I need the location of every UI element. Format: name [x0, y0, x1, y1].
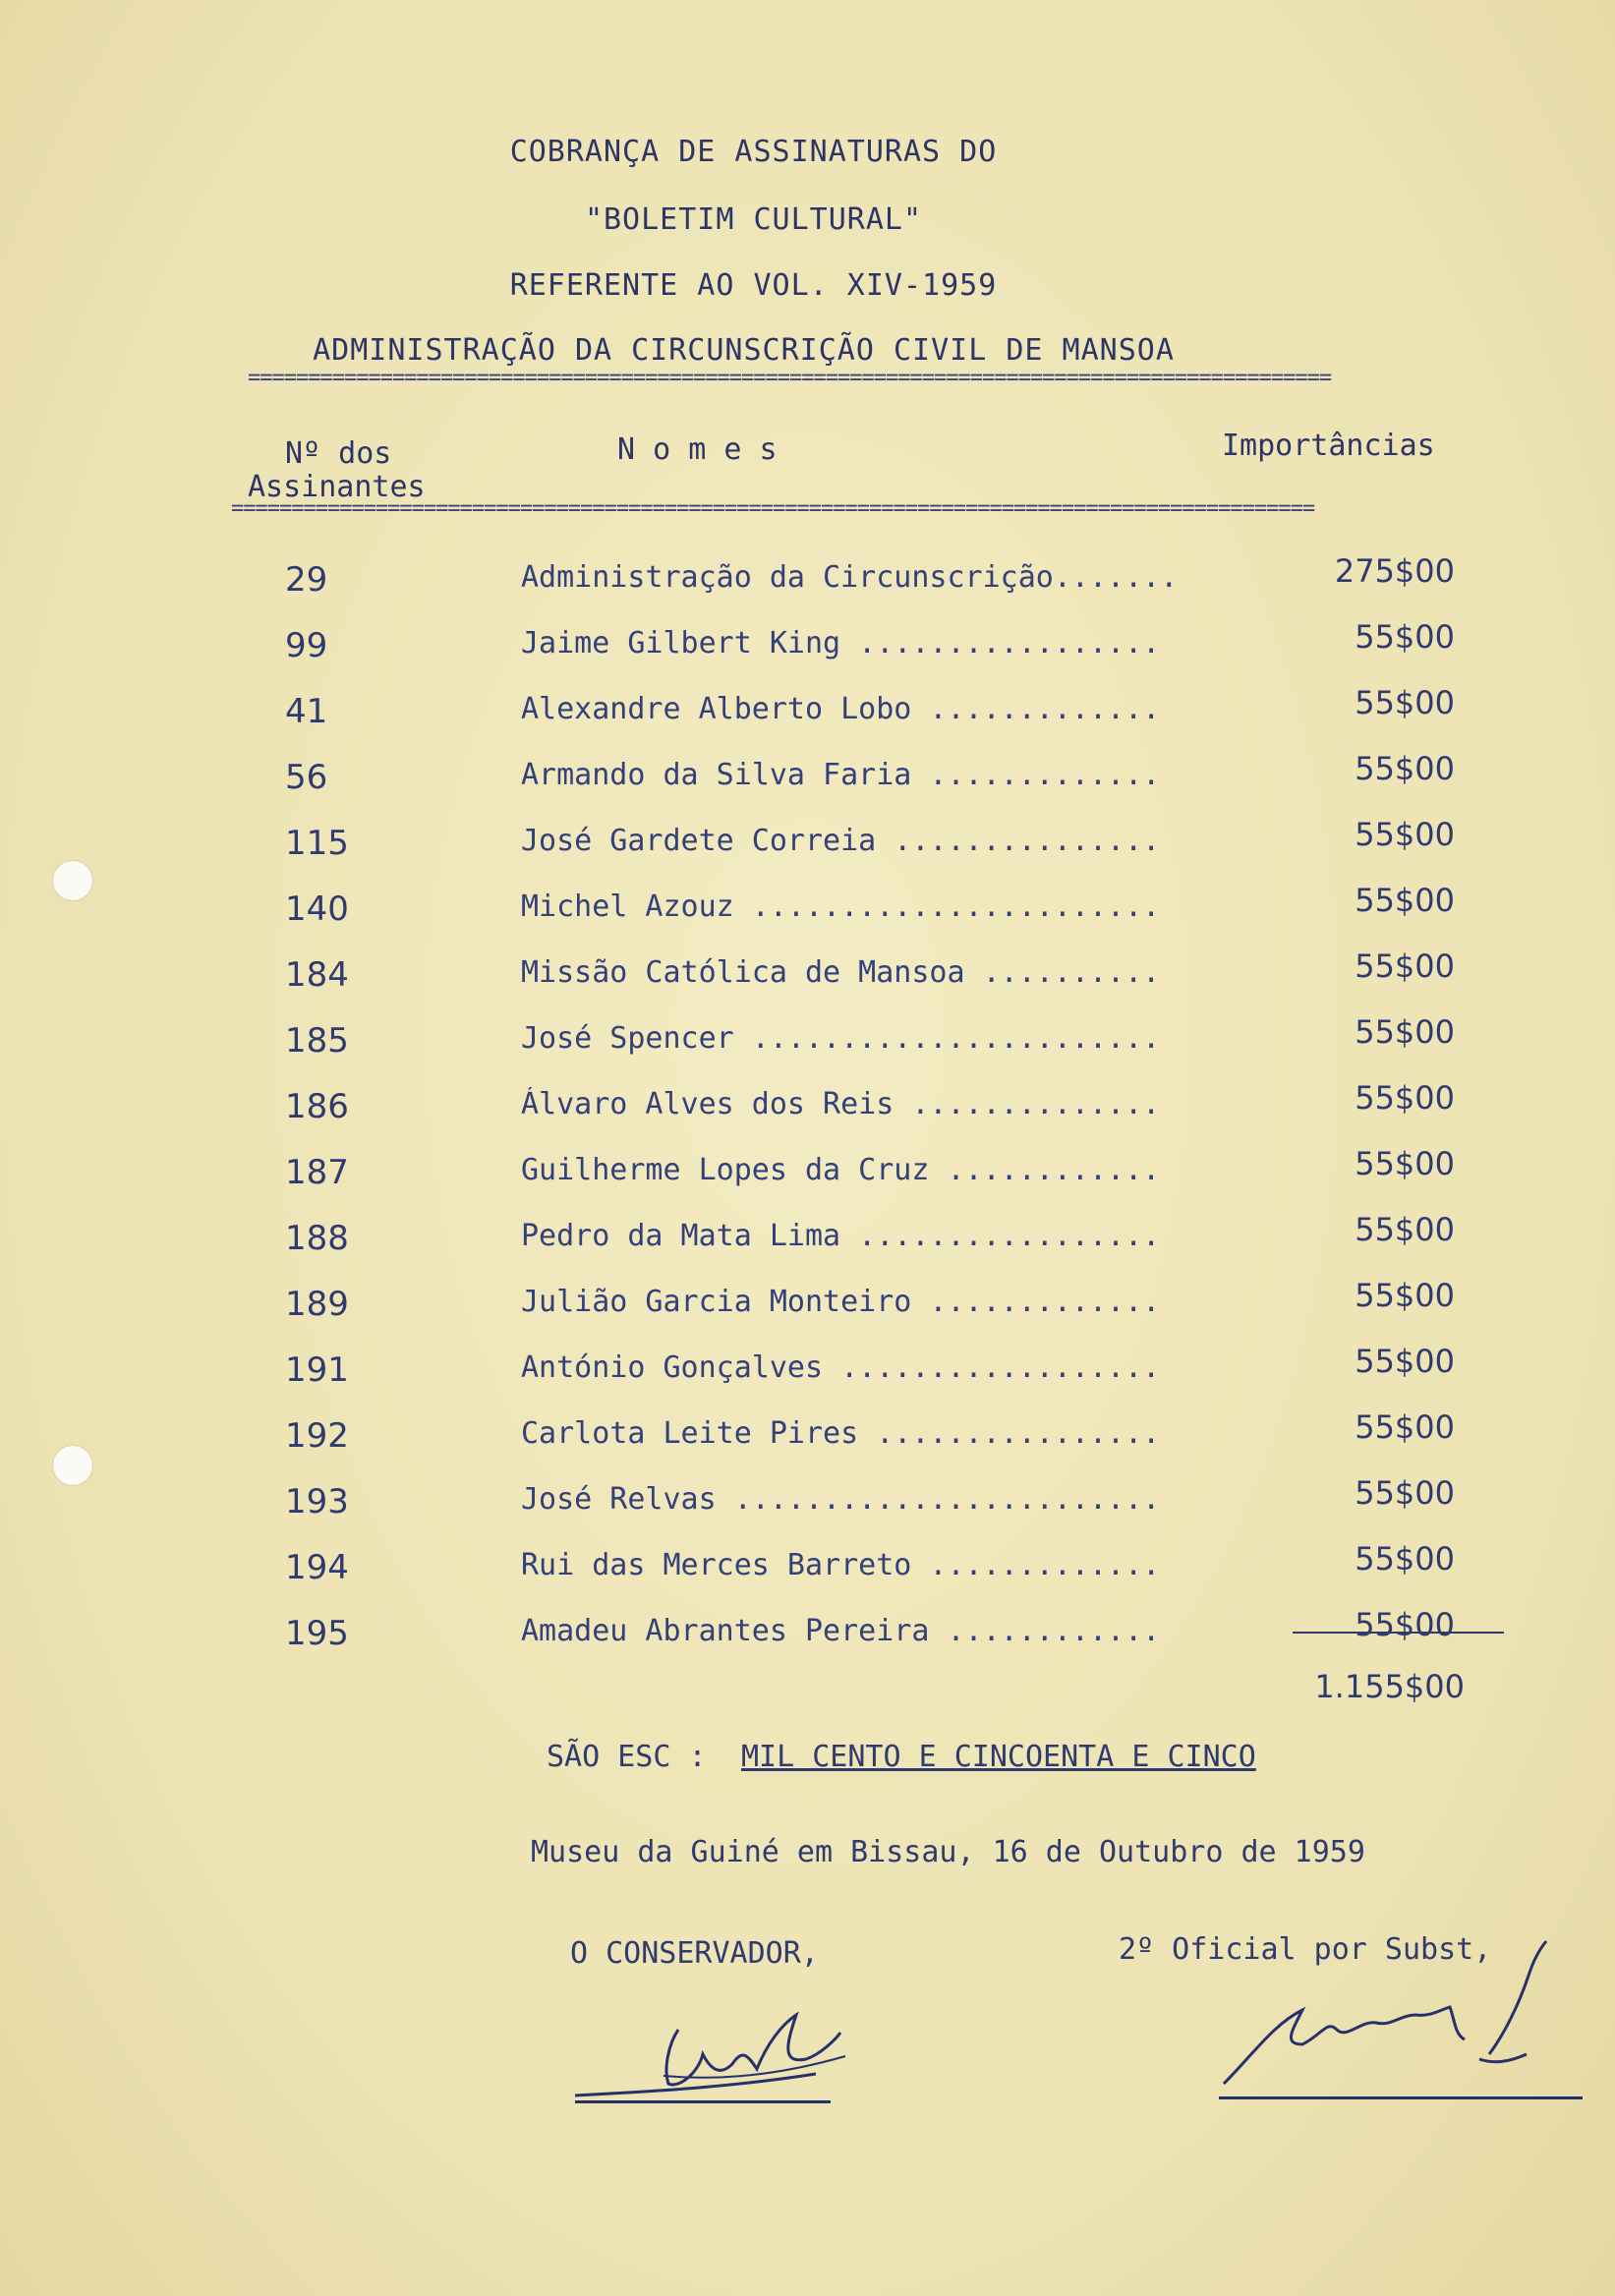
subscription-amount: 55$00 [1355, 750, 1455, 787]
subscriber-name: Administração da Circunscrição....... [521, 560, 1179, 595]
subscriber-number: 184 [285, 955, 349, 995]
subscriber-number: 99 [285, 626, 328, 665]
subscription-amount: 55$00 [1355, 1343, 1455, 1380]
subscriber-name: António Gonçalves .................. [521, 1350, 1161, 1385]
right-signature [1214, 1936, 1568, 2094]
amount-words-prefix: SÃO ESC : [547, 1740, 707, 1774]
header-line-1: COBRANÇA DE ASSINATURAS DO [509, 135, 998, 169]
table-row [0, 684, 1615, 741]
subscriber-number: 195 [285, 1614, 349, 1653]
subscriber-name: Amadeu Abrantes Pereira ............ [521, 1614, 1161, 1648]
subscription-amount: 55$00 [1355, 684, 1455, 721]
table-row [0, 1474, 1615, 1531]
subscription-amount: 275$00 [1334, 552, 1455, 590]
right-signatory-title: 2º Oficial por Subst, [1119, 1932, 1492, 1967]
table-row [0, 882, 1615, 939]
subscription-amount: 55$00 [1355, 816, 1455, 853]
table-row [0, 750, 1615, 807]
subscriber-name: Alexandre Alberto Lobo ............. [521, 692, 1161, 726]
subscriber-name: José Relvas ........................ [521, 1482, 1161, 1517]
subscriber-number: 140 [285, 890, 349, 929]
subscriber-number: 29 [285, 560, 328, 600]
table-row [0, 1079, 1615, 1136]
subscription-amount: 55$00 [1355, 1013, 1455, 1051]
header-line-3: REFERENTE AO VOL. XIV-1959 [509, 268, 998, 303]
subscription-amount: 55$00 [1355, 1474, 1455, 1512]
subscriber-name: José Spencer ....................... [521, 1021, 1161, 1056]
subscriber-name: Missão Católica de Mansoa .......... [521, 955, 1161, 990]
double-rule-header: ========================================================================================== [231, 496, 1315, 521]
table-row [0, 1145, 1615, 1202]
subscriber-number: 115 [285, 824, 349, 863]
subscriber-number: 186 [285, 1087, 349, 1126]
subscription-amount: 55$00 [1355, 882, 1455, 919]
subscription-amount: 55$00 [1355, 1540, 1455, 1578]
subscription-amount: 55$00 [1355, 1408, 1455, 1446]
subscription-amount: 55$00 [1355, 1211, 1455, 1248]
table-row [0, 618, 1615, 675]
subscriber-number: 191 [285, 1350, 349, 1390]
subscriber-number: 188 [285, 1219, 349, 1258]
subscriber-number: 185 [285, 1021, 349, 1061]
table-row [0, 947, 1615, 1004]
table-row [0, 1211, 1615, 1268]
col-header-number-1: Nº dos [285, 436, 392, 471]
subscriber-number: 189 [285, 1285, 349, 1324]
subscriber-name: José Gardete Correia ............... [521, 824, 1161, 858]
total-amount: 1.155$00 [1314, 1668, 1465, 1705]
table-row [0, 1013, 1615, 1070]
subscriber-name: Pedro da Mata Lima ................. [521, 1219, 1161, 1253]
right-signature-line [1219, 2096, 1583, 2099]
col-header-number-2: Assinantes [248, 470, 426, 504]
subscription-amount: 55$00 [1355, 1079, 1455, 1117]
subscription-amount: 55$00 [1355, 1145, 1455, 1182]
subscriber-name: Armando da Silva Faria ............. [521, 758, 1161, 792]
subscription-amount: 55$00 [1355, 1606, 1455, 1643]
table-row [0, 816, 1615, 873]
double-rule-top: ========================================================================================== [248, 366, 1332, 390]
subscriber-name: Álvaro Alves dos Reis .............. [521, 1087, 1161, 1121]
table-row [0, 1343, 1615, 1400]
subscriber-name: Jaime Gilbert King ................. [521, 626, 1161, 660]
table-row [0, 552, 1615, 609]
subscriber-number: 192 [285, 1416, 349, 1456]
left-signatory-title: O CONSERVADOR, [570, 1936, 819, 1971]
subscription-amount: 55$00 [1355, 618, 1455, 656]
subscription-amount: 55$00 [1355, 1277, 1455, 1314]
header-line-4: ADMINISTRAÇÃO DA CIRCUNSCRIÇÃO CIVIL DE MANSOA [313, 333, 1175, 368]
subscriber-number: 187 [285, 1153, 349, 1192]
subscriber-number: 56 [285, 758, 328, 797]
table-row [0, 1540, 1615, 1597]
subscriber-number: 41 [285, 692, 328, 731]
table-row [0, 1408, 1615, 1465]
table-row [0, 1277, 1615, 1334]
amount-in-words: MIL CENTO E CINCOENTA E CINCO [741, 1740, 1256, 1774]
subscription-amount: 55$00 [1355, 947, 1455, 985]
col-header-names: N o m e s [617, 432, 778, 467]
header-line-2: "BOLETIM CULTURAL" [584, 202, 923, 237]
subscriber-number: 193 [285, 1482, 349, 1521]
subscriber-name: Julião Garcia Monteiro ............. [521, 1285, 1161, 1319]
table-row [0, 1606, 1615, 1663]
subscriber-name: Guilherme Lopes da Cruz ............ [521, 1153, 1161, 1187]
place-date: Museu da Guiné em Bissau, 16 de Outubro de 1959 [531, 1835, 1365, 1869]
subscriber-number: 194 [285, 1548, 349, 1587]
subscriber-name: Michel Azouz ....................... [521, 890, 1161, 924]
left-signature [570, 1985, 865, 2113]
left-signature-line [575, 2100, 831, 2103]
col-header-amounts: Importâncias [1222, 429, 1435, 463]
subscriber-name: Carlota Leite Pires ................ [521, 1416, 1161, 1451]
sum-line [1293, 1632, 1504, 1634]
subscriber-name: Rui das Merces Barreto ............. [521, 1548, 1161, 1582]
